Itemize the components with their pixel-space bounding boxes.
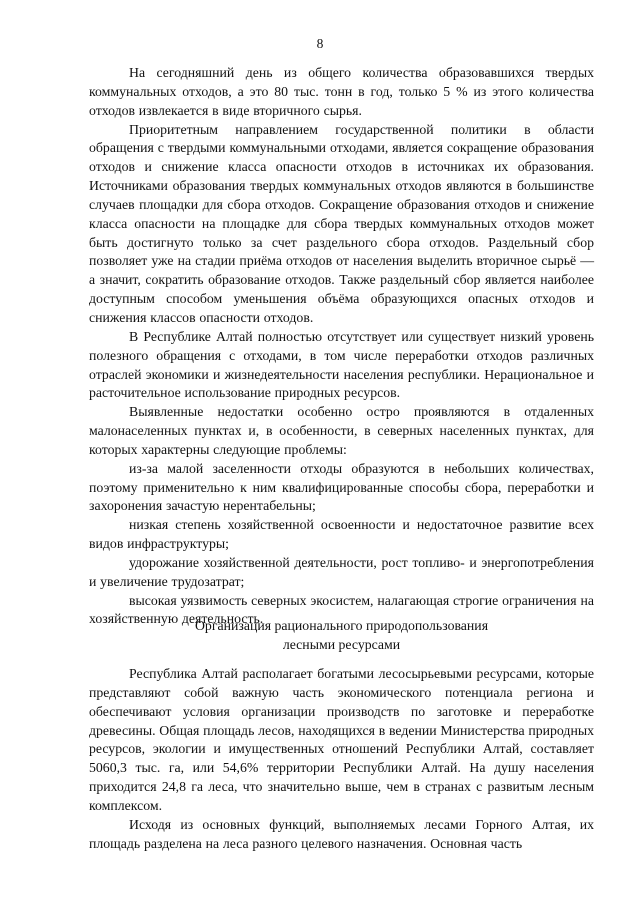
list-item: удорожание хозяйственной деятельности, рост топливо- и энергопотребления и увеличение трудозатрат; [89,554,594,589]
section-heading-line: Организация рационального природопользования [194,618,489,633]
paragraph: Республика Алтай располагает богатыми лесосырьевыми ресурсами, которые представляют собой важную часть экономического потенциала региона и обеспечивают условия организации производств по заготовке и переработке древесины. Общая площадь лесов, находящихся в ведении Министерства природных ресурсов, экологии и имущественных отношений Республики Алтай, составляет 5060,3 тыс. га, или 54,6% территории Республики Алтай. На душу населения приходится 24,8 га леса, что значительно выше, чем в странах с развитым лесным комплексом. [89,666,594,813]
list-item: низкая степень хозяйственной освоенности и недостаточное развитие всех видов инфраструктуры; [89,517,594,552]
paragraph: Выявленные недостатки особенно остро проявляются в отдаленных малонаселенных пунктах и, в особенности, в северных населенных пунктах, для которых характерны следующие проблемы: [89,404,594,457]
page-number: 8 [316,36,324,51]
paragraph: Приоритетным направлением государственной политики в области обращения с твердыми коммунальными отходами, является сокращение образования отходов и снижение класса опасности отходов в источниках их образования. Источниками образования твердых коммунальных отходов являются в большинстве случаев площадки для сбора отходов. Сокращение образования отходов и снижение класса опасности на площадке для сбора твердых коммунальных отходов может быть достигнуто только за счет раздельного сбора отходов. Раздельный сбор позволяет уже на стадии приёма отходов от населения выделить вторичное сырьё — а значит, сократить образование отходов. Также раздельный сбор является наиболее доступным способом уменьшения объёма образующихся опасных отходов и снижения классов опасности отходов. [89,121,594,325]
section-heading [89,617,594,654]
list-item: высокая уязвимость северных экосистем, налагающая строгие ограничения на хозяйственную деятельность. [89,592,594,627]
section-heading-line: лесными ресурсами [282,636,401,652]
list-item: из-за малой заселенности отходы образуются в небольших количествах, поэтому применительно к ним квалифицированные способы сбора, переработки и захоронения зачастую нерентабельны; [89,460,594,514]
paragraph: На сегодняшний день из общего количества образовавшихся твердых коммунальных отходов, а это 80 тыс. тонн в год, только 5 % из этого количества отходов извлекается в виде вторичного сырья. [89,65,594,118]
body-text-top [89,64,594,629]
paragraph: Исходя из основных функций, выполняемых лесами Горного Алтая, их площадь разделена на леса разного целевого назначения. Основная часть [89,816,594,851]
body-text-bottom [89,665,594,853]
paragraph: В Республике Алтай полностью отсутствует или существует низкий уровень полезного обращения с отходами, в том числе переработки отходов различных отраслей экономики и жизнедеятельности населения республики. Нерациональное и расточительное использование природных ресурсов. [89,328,594,401]
